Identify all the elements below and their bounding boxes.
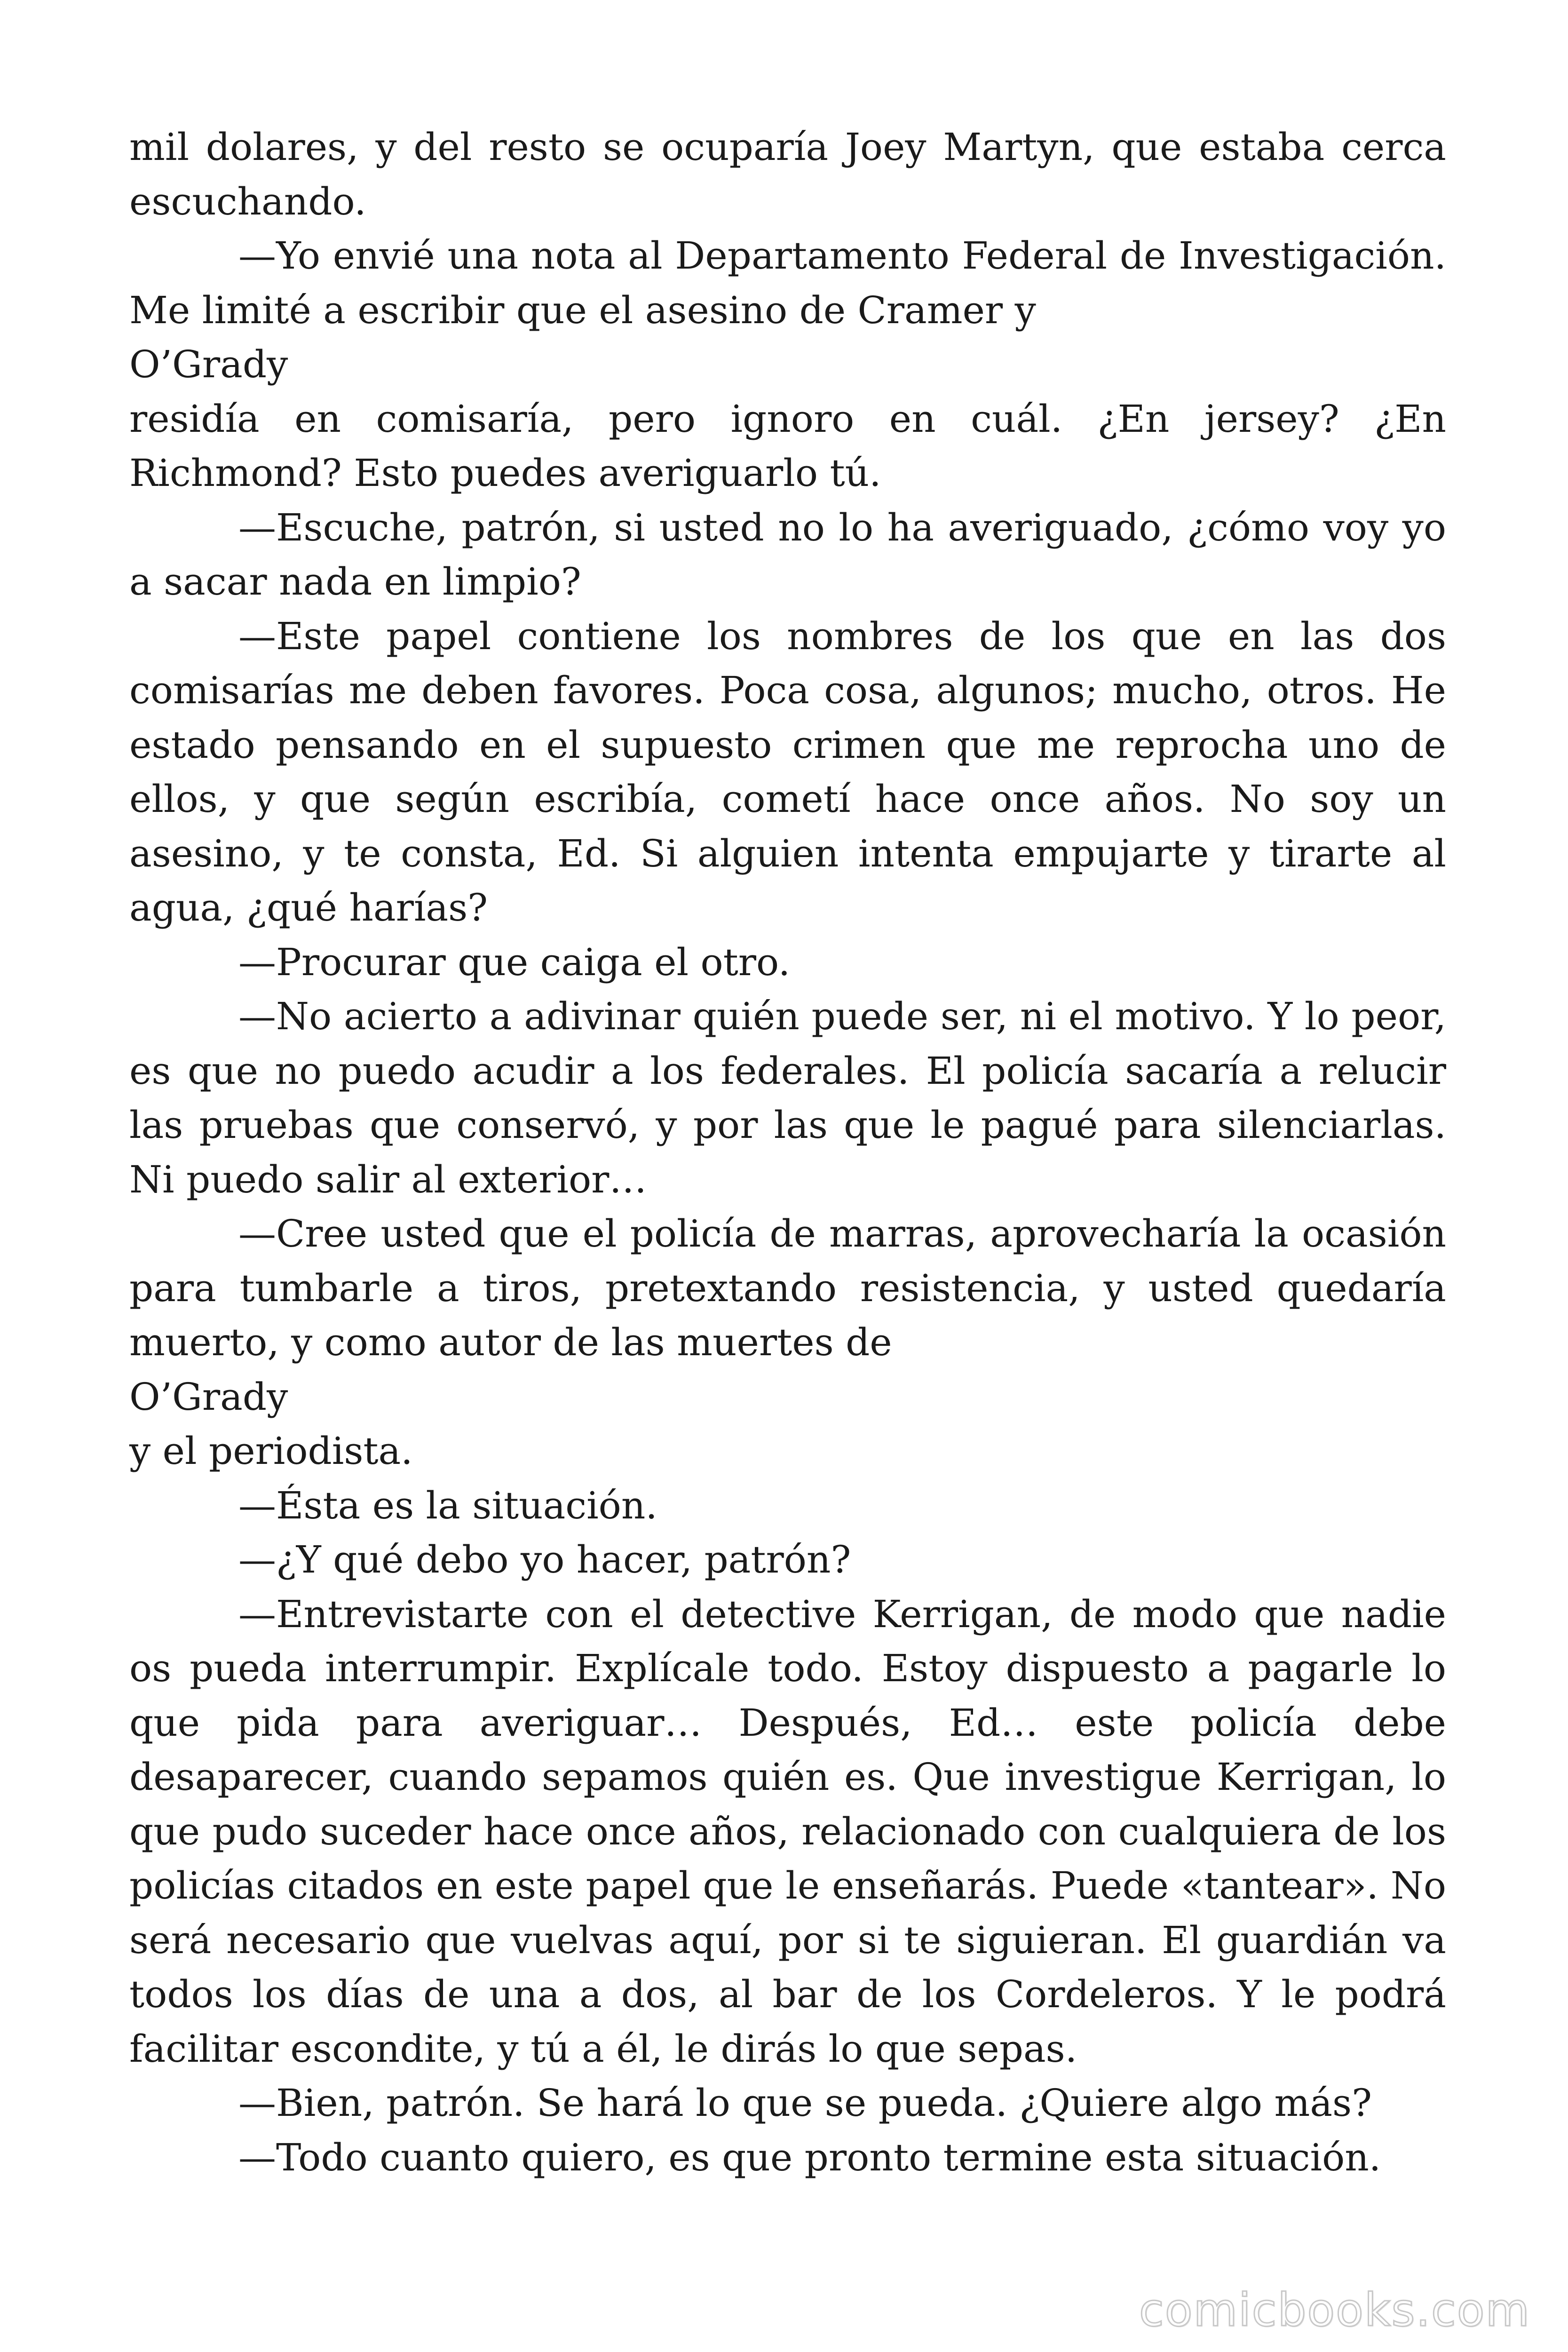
paragraph: —Todo cuanto quiero, es que pronto termine esta situación.	[238, 2135, 1381, 2179]
paragraph: —Cree usted que el policía de marras, aprovecharía la ocasión para tumbarle a tiros, pretextando resistencia, y usted quedaría muerto, y como autor de las muertes de	[129, 1212, 1446, 1364]
paragraph: —Procurar que caiga el otro.	[238, 940, 791, 984]
paragraph: —No acierto a adivinar quién puede ser, ni el motivo. Y lo peor, es que no puedo acudir a los federales. El policía sacaría a relucir las pruebas que conservó, y por las que le pagué para silenciarlas. Ni puedo salir al exterior…	[129, 994, 1446, 1201]
paragraph: —Este papel contiene los nombres de los que en las dos comisarías me deben favores. Poca cosa, algunos; mucho, otros. He estado pensando en el supuesto crimen que me reprocha uno de ellos, y que según escribía, cometí hace once años. No soy un asesino, y te consta, Ed. Si alguien intenta empujarte y tirarte al agua, ¿qué harías?	[129, 614, 1446, 930]
paragraph: —Bien, patrón. Se hará lo que se pueda. ¿Quiere algo más?	[238, 2081, 1372, 2125]
paragraph: —Yo envié una nota al Departamento Federal de Investigación. Me limité a escribir que el asesino de Cramer y	[129, 234, 1446, 332]
paragraph: mil dolares, y del resto se ocuparía Joey Martyn, que estaba cerca escuchando.	[129, 125, 1446, 223]
paragraph: O’Grady	[129, 342, 288, 386]
body-text	[129, 120, 1446, 2185]
paragraph: O’Grady	[129, 1375, 288, 1419]
paragraph: —Escuche, patrón, si usted no lo ha averiguado, ¿cómo voy yo a sacar nada en limpio?	[129, 505, 1446, 604]
watermark: comicbooks.com	[1139, 2284, 1530, 2336]
paragraph: —Ésta es la situación.	[238, 1483, 657, 1527]
paragraph: —¿Y qué debo yo hacer, patrón?	[238, 1538, 851, 1581]
paragraph: —Entrevistarte con el detective Kerrigan, de modo que nadie os pueda interrumpir. Explícale todo. Estoy dispuesto a pagarle lo que pida para averiguar… Después, Ed… este policía debe desaparecer, cuando sepamos quién es. Que investigue Kerrigan, lo que pudo suceder hace once años, relacionado con cualquiera de los policías citados en este papel que le enseñarás. Puede «tantear». No será necesario que vuelvas aquí, por si te siguieran. El guardián va todos los días de una a dos, al bar de los Cordeleros. Y le podrá facilitar escondite, y tú a él, le dirás lo que sepas.	[129, 1592, 1446, 2071]
paragraph: residía en comisaría, pero ignoro en cuál. ¿En jersey? ¿En Richmond? Esto puedes averiguarlo tú.	[129, 397, 1446, 495]
paragraph: y el periodista.	[129, 1429, 413, 1473]
